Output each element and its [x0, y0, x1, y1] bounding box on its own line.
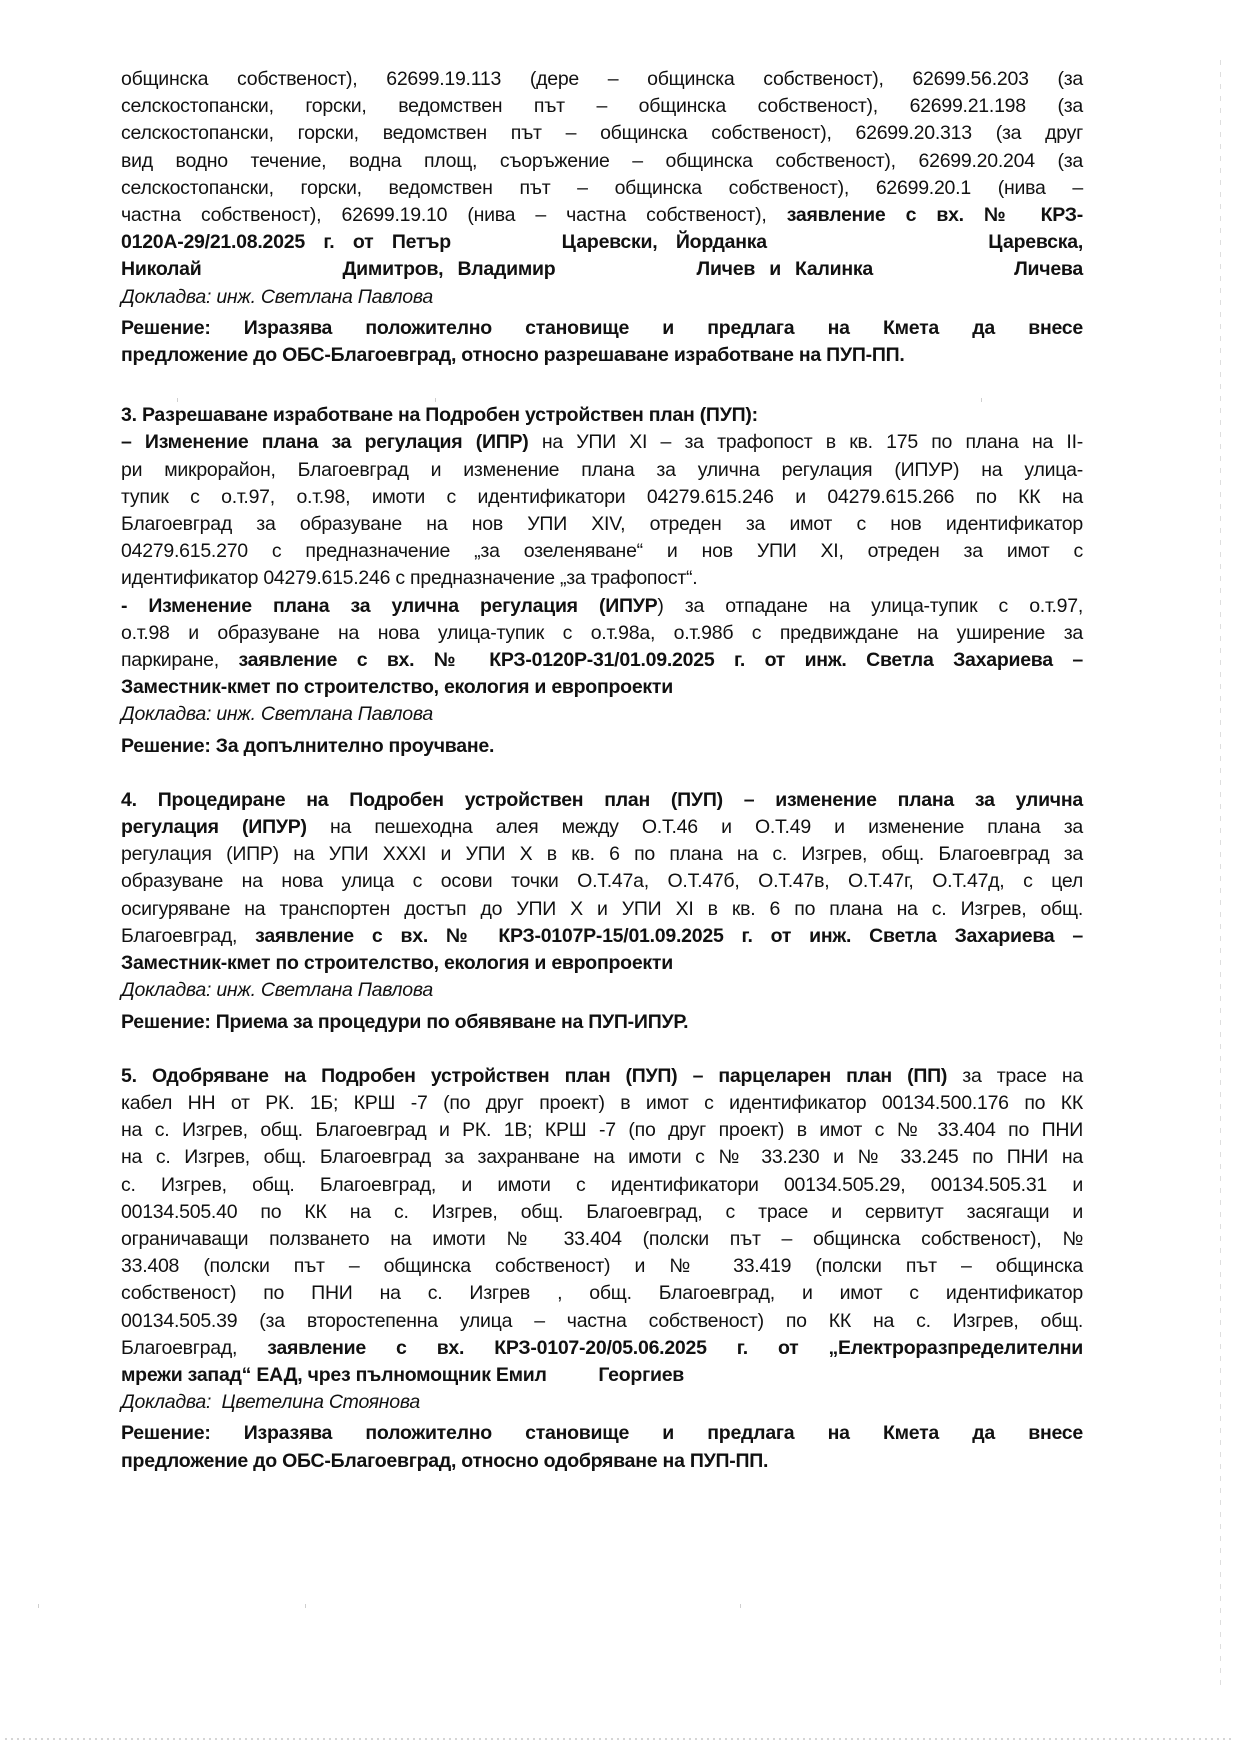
text-line: осигуряване на транспортен достъп до УПИ X и УПИ XI в кв. 6 по плана на с. Изгрев, общ.	[121, 897, 1083, 920]
decision-block	[121, 1420, 1083, 1474]
text-line: на с. Изгрев, общ. Благоевград за захранване на имоти с № 33.230 и № 33.245 по ПНИ на	[121, 1146, 1083, 1169]
applicant-line: 0120А-29/21.08.2025 г. от Петър Царевски, Йорданка Царевска,	[121, 231, 1083, 254]
item-number: 4.	[121, 788, 137, 811]
item-2-continuation	[121, 66, 1083, 284]
scan-speck	[740, 1604, 741, 1608]
text-line: Благоевград за образуване на нов УПИ XIV, отреден за имот с нов идентификатор	[121, 513, 1083, 536]
text-plain: на УПИ XI – за трафопост в кв. 175 по плана на II-	[528, 431, 1083, 454]
text-plain: Благоевград,	[121, 1336, 268, 1359]
text-line: 33.408 (полски път – общинска собственост) и № 33.419 (полски път – общинска	[121, 1255, 1083, 1278]
text-line	[121, 814, 1083, 841]
text-line: с. Изгрев, общ. Благоевград, и имоти с идентификатори 00134.505.29, 00134.505.31 и	[121, 1173, 1083, 1196]
item-3-body	[121, 429, 1083, 701]
item-number: 5.	[121, 1064, 137, 1087]
reporter-line: Докладва: инж. Светлана Павлова	[121, 979, 433, 1002]
text-plain: на пешеходна алея между О.Т.46 и О.Т.49 и изменение плана за	[306, 816, 1083, 839]
text-plain: ) за отпадане на улица-тупик с о.т.97,	[657, 594, 1084, 617]
text-line: на с. Изгрев, общ. Благоевград и РК. 1В; КРШ -7 (по друг проект) в имот с № 33.404 по ПНИ	[121, 1119, 1083, 1142]
text-line: селскостопански, горски, ведомствен път – общинска собственост), 62699.21.198 (за	[121, 95, 1083, 118]
text-line: общинска собственост), 62699.19.113 (дере – общинска собственост), 62699.56.203 (за	[121, 68, 1083, 90]
text-line: ри микрорайон, Благоевград и изменение плана за улична регулация (ИПУР) на улица-	[121, 458, 1083, 481]
text-line: кабел НН от РК. 1Б; КРШ -7 (по друг проект) в имот с идентификатор 00134.500.176 по КК	[121, 1091, 1083, 1114]
text-plain: за трасе на	[947, 1064, 1083, 1087]
application-reference: заявление с вх. № КРЗ-0120Р-31/01.09.2025 г. от инж. Светла Захариева –	[238, 649, 1084, 672]
text-plain: Благоевград,	[121, 924, 256, 947]
text-line	[121, 923, 1083, 950]
item-3-heading	[121, 402, 1083, 429]
text-line: образуване на нова улица с осови точки О.Т.47а, О.Т.47б, О.Т.47в, О.Т.47г, О.Т.47д, с цел	[121, 870, 1083, 893]
scan-artifact-right-edge	[1220, 60, 1221, 1690]
applicant-line: Заместник-кмет по строителство, екология и европроекти	[121, 676, 673, 699]
decision-line: Решение: Изразява положително становище и предлага на Кмета да внесе	[121, 316, 1083, 339]
item-5-body	[121, 1063, 1083, 1389]
document-page	[121, 66, 1083, 1475]
decision-line: Решение: За допълнително проучване.	[121, 734, 495, 757]
text-line: селскостопански, горски, ведомствен път – общинска собственост), 62699.20.1 (нива –	[121, 176, 1083, 199]
decision-line: Решение: Изразява положително становище и предлага на Кмета да внесе	[121, 1422, 1083, 1445]
item-4-heading	[121, 787, 1083, 814]
text-line: о.т.98 и образуване на нова улица-тупик с о.т.98а, о.т.98б с предвиждане на уширение за	[121, 621, 1083, 644]
item-4-body	[121, 787, 1083, 977]
applicant-line: Заместник-кмет по строителство, екология и европроекти	[121, 952, 673, 975]
text-line	[121, 593, 1083, 620]
application-reference: заявление с вх. № КРЗ-	[786, 204, 1083, 227]
text-line: тупик с о.т.97, о.т.98, имоти с идентификатори 04279.615.246 и 04279.615.266 по КК на	[121, 485, 1083, 508]
text-line	[121, 429, 1083, 456]
application-reference: заявление с вх. № КРЗ-0107Р-15/01.09.2025 г. от инж. Светла Захариева –	[255, 924, 1084, 947]
application-reference: заявление с вх. КРЗ-0107-20/05.06.2025 г. от „Електроразпределителни	[267, 1336, 1083, 1359]
scan-speck	[305, 1604, 306, 1608]
text-line: 00134.505.40 по КК на с. Изгрев, общ. Благоевград, с трасе и сервитут засягащи и	[121, 1200, 1083, 1223]
item-title: Одобряване на Подробен устройствен план (ПУП) – парцеларен план (ПП)	[151, 1064, 948, 1087]
text-plain: частна собственост), 62699.19.10 (нива – частна собственост),	[121, 204, 787, 227]
item-number: 3.	[121, 404, 137, 427]
reporter-line: Докладва: инж. Светлана Павлова	[121, 703, 433, 726]
item-title: Разрешаване изработване на Подробен устройствен план (ПУП):	[141, 404, 758, 427]
applicant-line: Николай Димитров, Владимир Личев и Калинка Личева	[121, 258, 1083, 281]
text-line: 00134.505.39 (за второстепенна улица – частна собственост) по КК на с. Изгрев, общ.	[121, 1309, 1083, 1332]
decision-block	[121, 315, 1083, 369]
subitem-heading: - Изменение плана за улична регулация (ИПУР	[121, 594, 658, 617]
text-line: вид водно течение, водна площ, съоръжение – общинска собственост), 62699.20.204 (за	[121, 149, 1083, 172]
subitem-heading: – Изменение плана за регулация (ИПР)	[121, 431, 529, 454]
text-line	[121, 1335, 1083, 1362]
text-line: собственост) по ПНИ на с. Изгрев , общ. Благоевград, и имот с идентификатор	[121, 1282, 1083, 1305]
scan-artifact-bottom-edge	[5, 1738, 1235, 1740]
text-line: регулация (ИПР) на УПИ XXXI и УПИ X в кв. 6 по плана на с. Изгрев, общ. Благоевград за	[121, 843, 1083, 866]
text-line: 04279.615.270 с предназначение „за озеленяване“ и нов УПИ XI, отреден за имот с	[121, 540, 1083, 563]
scan-speck	[38, 1604, 39, 1608]
item-title: Процедиране на Подробен устройствен план (ПУП) – изменение плана за улична	[157, 788, 1084, 811]
text-plain: паркиране,	[121, 649, 239, 672]
text-line	[121, 202, 1083, 229]
reporter-line: Докладва: инж. Светлана Павлова	[121, 285, 433, 308]
decision-line: Решение: Приема за процедури по обявяване на ПУП-ИПУР.	[121, 1010, 689, 1033]
item-title-cont: регулация (ИПУР)	[121, 816, 307, 839]
text-line	[121, 647, 1083, 674]
applicant-line: мрежи запад“ ЕАД, чрез пълномощник Емил Георгиев	[121, 1363, 685, 1386]
decision-line: предложение до ОБС-Благоевград, относно одобряване на ПУП-ПП.	[121, 1449, 769, 1472]
text-line: селскостопански, горски, ведомствен път – общинска собственост), 62699.20.313 (за друг	[121, 122, 1083, 145]
reporter-line: Докладва: Цветелина Стоянова	[121, 1391, 420, 1414]
text-line: идентификатор 04279.615.246 с предназначение „за трафопост“.	[121, 567, 698, 590]
decision-line: предложение до ОБС-Благоевград, относно разрешаване изработване на ПУП-ПП.	[121, 344, 905, 367]
text-line: ограничаващи ползването на имоти № 33.404 (полски път – общинска собственост), №	[121, 1227, 1083, 1250]
item-5-heading	[121, 1063, 1083, 1090]
